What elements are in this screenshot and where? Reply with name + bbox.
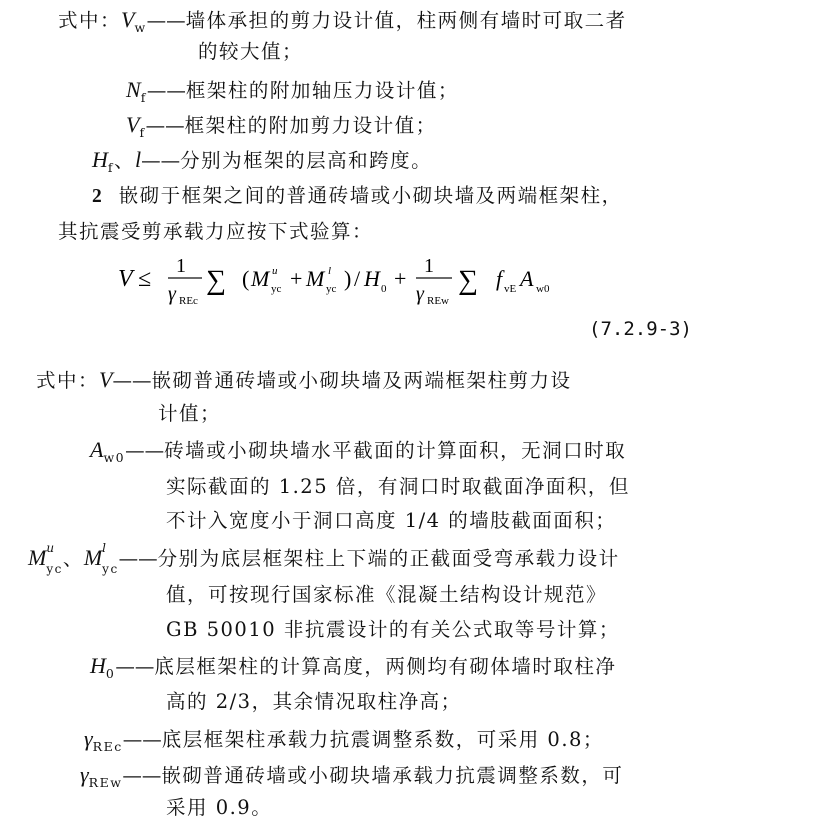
symbol-2: l (135, 147, 142, 172)
eq-m2: M (306, 266, 325, 291)
def-myc-cont-2 (166, 618, 620, 642)
symbol: H (90, 653, 106, 678)
definition-text: 砖墙或小砌块墙水平截面的计算面积，无洞口时取 (164, 439, 627, 462)
subscript: f (140, 90, 147, 105)
eq-h0-sub: 0 (381, 283, 387, 295)
definition-text: 实际截面的 1.25 倍，有洞口时取截面净面积，但 (166, 475, 630, 498)
def-vf-line (126, 113, 437, 145)
subscript: f (107, 160, 115, 175)
eq-gamma2-sub: REw (427, 295, 449, 307)
eq-sum-2: ∑ (458, 265, 478, 296)
def-grew-line (80, 763, 623, 795)
definition-text: 采用 0.9。 (166, 796, 273, 819)
definition-text: 不计入宽度小于洞口高度 1/4 的墙肢截面面积； (166, 509, 617, 532)
definition-text: 分别为底层框架柱上下端的正截面受弯承载力设计 (157, 547, 620, 570)
subscript: REw (88, 775, 123, 790)
subscript-2: yc (102, 562, 119, 576)
def-h0-line (90, 654, 616, 686)
eq-m2-sup: l (328, 265, 332, 277)
subscript: f (139, 125, 146, 140)
definition-text: 计值； (158, 402, 222, 425)
subscript: yc (46, 562, 63, 576)
symbol: N (126, 77, 141, 102)
eq-one-1: 1 (176, 255, 186, 277)
def-aw0-cont-1 (166, 475, 630, 499)
def-grec-line (84, 727, 604, 759)
clause-text: 嵌砌于框架之间的普通砖墙或小砌块墙及两端框架柱， (118, 184, 623, 207)
symbol-2: M (83, 545, 103, 570)
symbol: V (121, 7, 135, 32)
dash: —— (115, 655, 155, 678)
def-v-cont (158, 402, 221, 426)
definition-text: GB 50010 非抗震设计的有关公式取等号计算； (166, 618, 620, 641)
definition-text: 墙体承担的剪力设计值，柱两侧有墙时可取二者 (185, 9, 627, 32)
def-aw0-cont-2 (166, 509, 616, 533)
dash: —— (125, 439, 165, 462)
definition-text: 嵌砌普通砖墙或小砌块墙承载力抗震调整系数，可 (161, 764, 624, 787)
eq-m2-sub: yc (326, 283, 337, 295)
symbol: H (92, 147, 108, 172)
eq-rparen: ) (344, 266, 352, 291)
eq-plus: + (290, 266, 303, 291)
def-hf-line (92, 148, 432, 180)
prefix: 式中： (36, 369, 100, 392)
separator: 、 (62, 547, 84, 570)
dash: —— (118, 547, 158, 570)
def-aw0-line (90, 438, 626, 470)
subscript: REc (92, 739, 123, 754)
def-grew-cont (166, 796, 272, 820)
superscript: u (46, 541, 56, 555)
definition-text: 分别为框架的层高和跨度。 (180, 149, 433, 172)
subscript: w (134, 20, 147, 35)
eq-h0: H (364, 266, 380, 291)
def-vw-cont (198, 40, 303, 64)
dash: —— (122, 728, 162, 751)
eq-m1: M (251, 266, 270, 291)
symbol: V (99, 367, 113, 392)
definition-text: 值，可按现行国家标准《混凝土结构设计规范》 (166, 583, 608, 606)
eq-m1-sup: u (272, 265, 278, 277)
subscript: w0 (103, 450, 126, 465)
eq-f-sub: vE (504, 283, 517, 295)
eq-plus-2: + (394, 266, 407, 291)
symbol: A (90, 437, 104, 462)
eq-sum-1: ∑ (206, 265, 226, 296)
symbol: V (126, 112, 140, 137)
eq-a-sub: w0 (536, 283, 550, 295)
separator: 、 (114, 149, 136, 172)
eq-gamma-1: γ (168, 283, 176, 305)
eq-lparen: ( (242, 266, 250, 291)
formula-7-2-9-3 (118, 248, 678, 312)
dash: —— (145, 114, 185, 137)
symbol: γ (80, 762, 89, 787)
eq-slash: / (354, 266, 361, 291)
definition-text: 框架柱的附加轴压力设计值； (185, 79, 459, 102)
definition-text: 底层框架柱的计算高度，两侧均有砌体墙时取柱净 (154, 655, 617, 678)
def-h0-cont (166, 690, 462, 714)
prefix: 式中： (58, 9, 122, 32)
definition-text: 框架柱的附加剪力设计值； (184, 114, 437, 137)
dash: —— (146, 79, 186, 102)
eq-f: f (496, 266, 503, 291)
eq-gamma1-sub: REc (179, 295, 198, 307)
definition-text: 高的 2/3，其余情况取柱净高； (166, 690, 462, 713)
dash: —— (146, 9, 186, 32)
def-nf-line (126, 78, 459, 110)
symbol: M (28, 545, 47, 570)
dash: —— (122, 764, 162, 787)
eq-one-2: 1 (424, 255, 434, 277)
clause-text: 其抗震受剪承载力应按下式验算： (58, 220, 374, 243)
eq-a: A (520, 266, 534, 291)
dash: —— (112, 369, 152, 392)
clause-2-line (92, 184, 623, 209)
superscript-2: l (102, 541, 108, 555)
clause-2-cont (58, 220, 373, 244)
subscript: 0 (105, 666, 116, 681)
def-v-line (36, 368, 571, 393)
definition-text: 的较大值； (198, 40, 304, 63)
formula-tag: (7.2.9-3) (589, 318, 692, 340)
symbol: γ (84, 726, 93, 751)
eq-m1-sub: yc (271, 283, 282, 295)
eq-lhs: V (118, 266, 133, 292)
def-myc-line (28, 541, 620, 576)
eq-gamma-2: γ (416, 283, 424, 305)
clause-number: 2 (92, 186, 104, 207)
def-vw-line (58, 8, 627, 40)
definition-text: 底层框架柱承载力抗震调整系数，可采用 0.8； (161, 728, 604, 751)
definition-text: 嵌砌普通砖墙或小砌块墙及两端框架柱剪力设 (151, 369, 572, 392)
eq-leq: ≤ (138, 266, 152, 292)
def-myc-cont-1 (166, 583, 607, 607)
dash: —— (141, 149, 181, 172)
